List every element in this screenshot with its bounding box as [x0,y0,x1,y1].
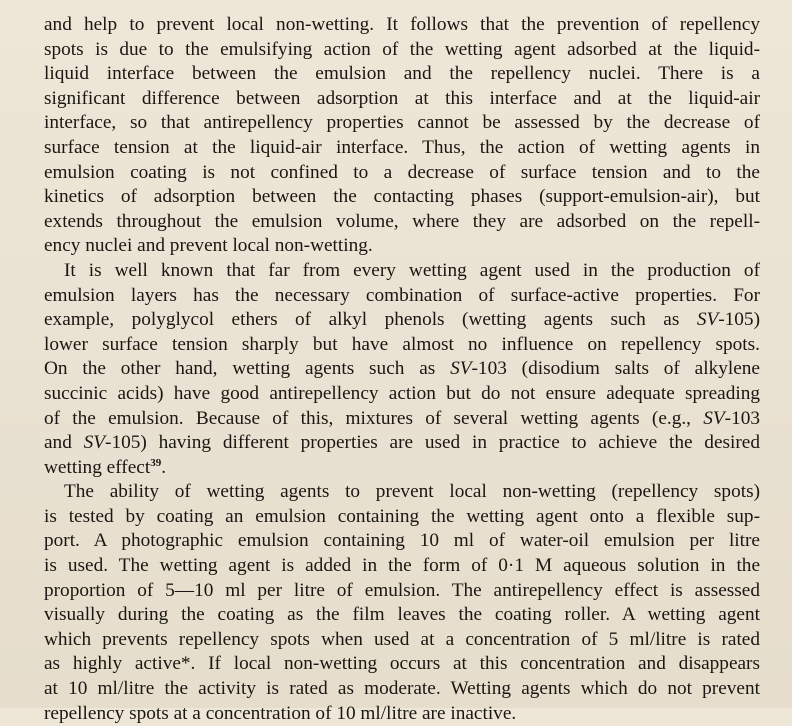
text-line: kinetics of adsorption between the contacting phases (support-emulsion-air), but [44,186,760,208]
text-line: On the other hand, wetting agents such as SV-103 (disodium salts of alkylene [44,358,760,380]
text-line: spots is due to the emulsifying action of the wetting agent adsorbed at the liquid- [44,38,760,60]
text-line: at 10 ml/litre the activity is rated as moderate. Wetting agents which do not prevent [44,678,760,700]
text-line: lower surface tension sharply but have almost no influence on repellency spots. [44,333,760,355]
text-line: extends throughout the emulsion volume, where they are adsorbed on the repell- [44,210,760,232]
text-line: of the emulsion. Because of this, mixtures of several wetting agents (e.g., SV-103 [44,407,760,429]
text-line: ency nuclei and prevent local non-wetting. [44,235,373,257]
paragraph-3 [44,480,760,726]
text-line: emulsion layers has the necessary combination of surface-active properties. For [44,284,760,306]
paragraph-1 [44,13,760,259]
text-line: as highly active*. If local non-wetting occurs at this concentration and disappears [44,653,760,675]
text-line: liquid interface between the emulsion and the repellency nuclei. There is a [44,63,760,85]
text-line: significant difference between adsorption at this interface and at the liquid-air [44,87,760,109]
text-line: example, polyglycol ethers of alkyl phenols (wetting agents such as SV-105) [44,309,760,331]
text-line: is tested by coating an emulsion containing the wetting agent onto a flexible sup- [44,505,760,527]
text-line: is used. The wetting agent is added in the form of 0·1 M aqueous solution in the [44,555,760,577]
text-line: It is well known that far from every wetting agent used in the production of [64,259,760,281]
text-line: wetting effect [44,456,151,478]
text-line: and SV-105) having different properties are used in practice to achieve the desired [44,432,760,454]
text-line: and help to prevent local non-wetting. It follows that the prevention of repellency [44,14,760,35]
footnote-reference[interactable]: 39 [150,456,162,469]
text-line: succinic acids) have good antirepellency action but do not ensure adequate spreading [44,382,760,404]
text-line: repellency spots at a concentration of 10 ml/litre are inactive. [44,702,517,724]
text-line: emulsion coating is not confined to a decrease of surface tension and to the [44,161,760,183]
text-line: which prevents repellency spots when used at a concentration of 5 ml/litre is rated [44,628,760,650]
text-line: surface tension at the liquid-air interface. Thus, the action of wetting agents in [44,136,760,158]
text-line: port. A photographic emulsion containing 10 ml of water-oil emulsion per litre [44,530,760,552]
paragraph-2 [44,259,760,480]
text-line: The ability of wetting agents to prevent local non-wetting (repellency spots) [64,481,760,503]
text-line: visually during the coating as the film leaves the coating roller. A wetting agent [44,604,760,626]
text-line-with-footnote: wetting effect$^{39}$. [44,456,167,478]
text-line: proportion of 5—10 ml per litre of emulsion. The antirepellency effect is assessed [44,579,760,601]
text-line: interface, so that antirepellency properties cannot be assessed by the decrease of [44,112,760,134]
